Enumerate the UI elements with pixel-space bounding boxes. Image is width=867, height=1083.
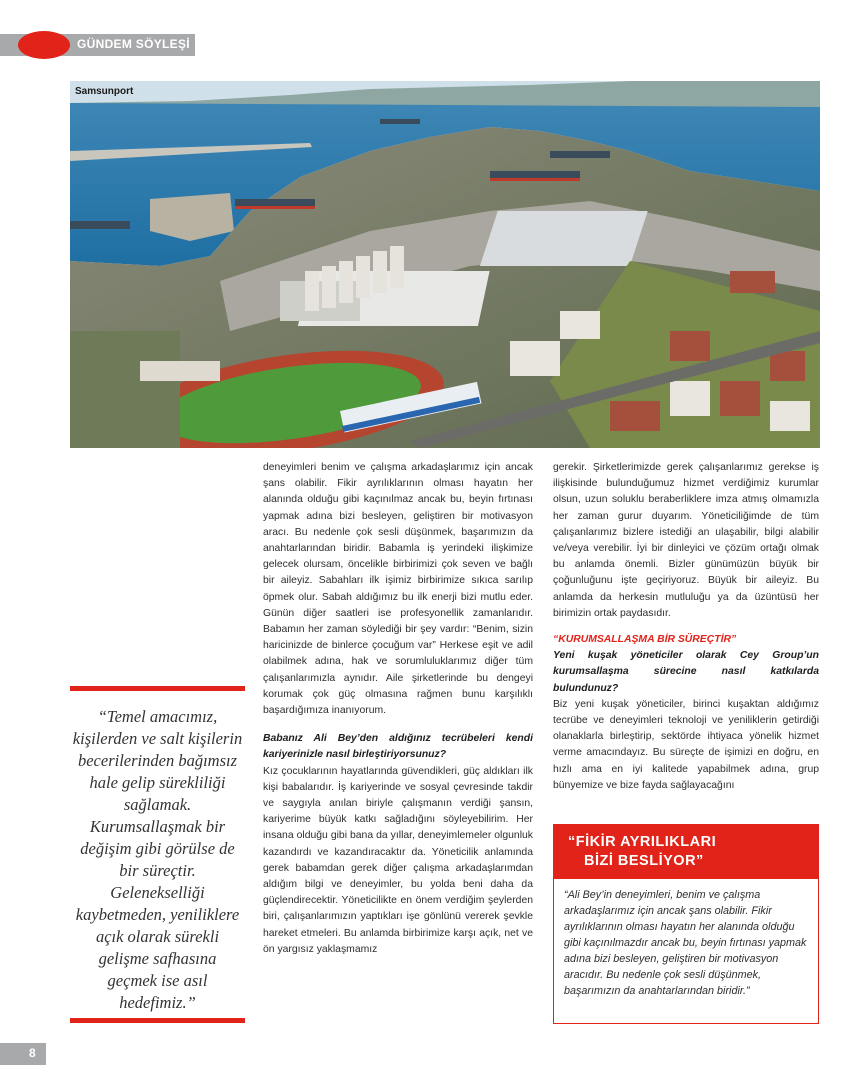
paragraph: gerekir. Şirketlerimizde gerek çalışanlarımız gerekse iş ilişkisinde bulunduğumuz hizmet verdiğimiz kurumlar olsun, uzun soluklu beraberliklere imza atmış olmamızla her zaman gurur duyarım. Yöneticiliğimde de tüm çalışanlarımız bizlere istediği an ulaşabilir, bilgi alabilir ve/veya verebilir. İyi bir dinleyici ve çözüm ortağı olmak bu anlamda önemli. Bizler günümüzün büyük bir çoğunluğunu işte geçiriyoruz. Büyük bir aileyiz. Bu anlamda da herkesin mutluluğu ya da üzüntüsü her birimizin ortak paydasıdır. — [553, 462, 819, 619]
port-aerial-photo — [70, 81, 820, 448]
paragraph: Biz yeni kuşak yöneticiler, birinci kuşaktan aldığımız tecrübe ve deneyimleri teknoloji ve yeniliklerin getirdiği olanaklarla birleştirip, sektörde ihtiyaca yönelik hizmet verme amacındayız. Bu süreçte de işimizi en doğru, en hızlı ama en iyi kalitede yapabilmek adına, grup bünyemize ve bize fayda sağlayacağını — [553, 698, 819, 791]
interview-question: Babanız Ali Bey’den aldığınız tecrübeleri kendi kariyerinizle nasıl birleştiriyorsunuz? — [263, 733, 533, 761]
article-column-1 — [263, 460, 533, 958]
pull-quote-left — [70, 686, 245, 1024]
interview-question: Yeni kuşak yöneticiler olarak Cey Group’un kurumsallaşma sürecine nasıl katkılarda bulundunuz? — [553, 650, 819, 694]
pull-quote-bottom-rule — [70, 1018, 245, 1023]
paragraph: deneyimleri benim ve çalışma arkadaşlarımız için ancak şans olabilir. Fikir ayrılıklarının olması hayatın her alanında olduğu gibi kaçınılmaz ancak bu, beyin fırtınası yapmak adına bizi besleyen, geliştiren bir motivasyon aracı. Bu nedenle çok sesli düşünmek, başarımızın da anahtarlarından biridir. Babamla iş yerindeki ilişkimize gelecek olursam, öncelikle birbirimizi çok seven ve bağlı bir aileyiz. Sabahları ilk işimiz birbirimize sıkıca sarılıp öpmek olur. Sabah aldığımız bu ilk enerji bizi mutlu eder. Günün diğer saatleri ise profesyonellik zamanlarıdır. Babamın her zaman söylediği bir şey vardır: “Benim, sizin haricinizde de binlerce çocuğum var” Herkese eşit ve adil olabilmek adına, hak ve sorumluluklarımız diğer tüm çalışanlarımızla aynıdır. Aile şirketlerinde bu dengeyi korumak çok güç olmasına rağmen bunu karşılıklı başardığımıza inanıyorum. — [263, 462, 533, 717]
page-number: 8 — [29, 1046, 36, 1060]
pull-quote-box-title — [568, 833, 716, 871]
section-title: GÜNDEM SÖYLEŞİ — [77, 37, 190, 51]
pull-quote-box-text: “Ali Bey’in deneyimleri, benim ve çalışma arkadaşlarımız için ancak şans olabilir. Fikir ayrılıklarının olması hayatın her alanında olduğu gibi kaçınılmazdır ancak bu, beyin fırtınası yapmak adına bizi besleyen, geliştiren bir motivasyon aracıdır. Bu nedenle çok sesli düşünmek, başarımızın da anahtarlarından biridir.” — [564, 889, 807, 997]
pull-quote-box-title-line1: “FİKİR AYRILIKLARI — [568, 834, 717, 850]
pull-quote-box — [553, 824, 819, 1024]
pull-quote-box-title-line2: BİZİ BESLİYOR” — [584, 853, 704, 869]
pull-quote-text: “Temel amacımız, kişilerden ve salt kişilerin becerilerinden bağımsız hale gelip sürekliliği sağlamak. Kurumsallaşmak bir değişim gibi görülse de bir süreçtir. Gelenekselliği kaybetmeden, yeniliklere açık olarak sürekli gelişme safhasına geçmek ise asıl hedefimiz.” — [72, 707, 243, 1012]
page-number-box — [0, 1043, 46, 1065]
paragraph: Kız çocuklarının hayatlarında güvendikleri, güç aldıkları ilk kişi babalarıdır. İş kariyerinde ve sosyal çevresinde takdir ve saygıyla anılan biriyle çalışmanın verdiği şansın, kariyerime büyük katkı sağladığını söyleyebilirim. Her insana olduğu gibi bana da yıllar, deneyimlemeler olgunluk kazandırdı ve kazandıracaktır da. Yöneticilik anlamında gerek babamdan gerek diğer çalışma arkadaşlarımdan aldığım bilgi ve deneyimler, bu yolda beni daha da güçlendirecektir. Yöneticilikte en önem verdiğim şeylerden biri, çalışanlarımızın yaptıkları işe gönlünü vererek şevkle hareket etmeleri. Bu anlamda birbirimize karşı açık, net ve ön yargısız yaklaşmamız — [263, 765, 533, 955]
section-subhead: “KURUMSALLAŞMA BİR SÜREÇTİR” — [553, 634, 737, 646]
photo-caption: Samsunport — [75, 86, 134, 97]
pull-quote-box-header — [554, 825, 818, 879]
pull-quote-top-rule — [70, 686, 245, 691]
article-column-2 — [553, 460, 819, 794]
section-oval-mark — [18, 31, 70, 59]
